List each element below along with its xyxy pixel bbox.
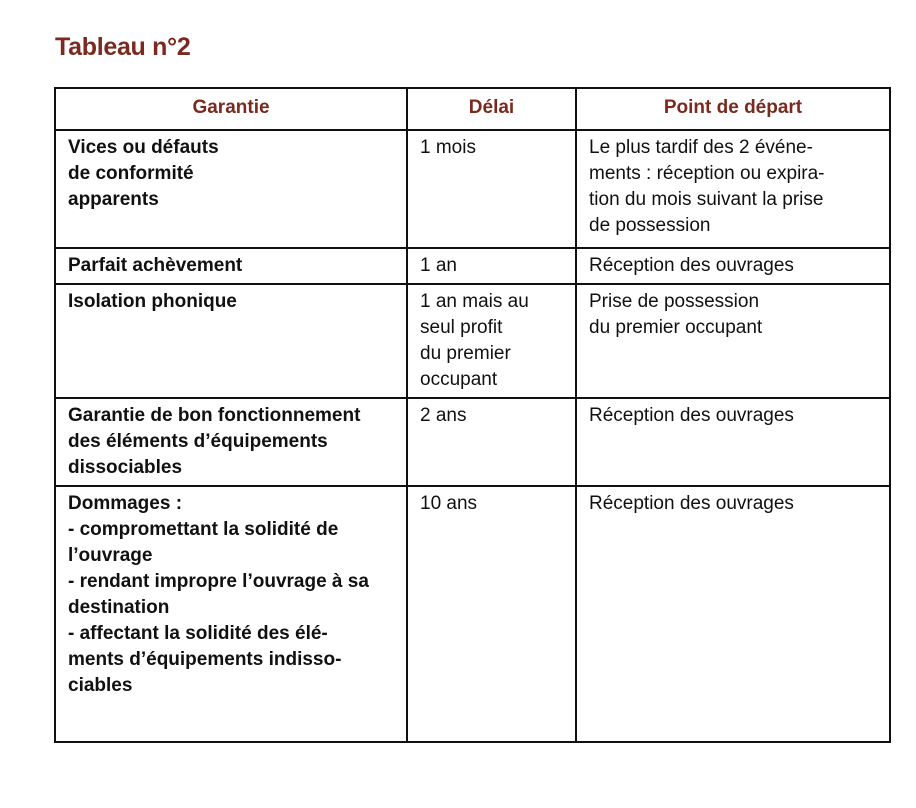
page-title: Tableau n°2	[55, 33, 191, 61]
cell-text: 1 mois	[420, 137, 476, 158]
guarantee-table	[54, 87, 891, 743]
header-point-de-depart: Point de départ	[576, 88, 890, 130]
table-row	[55, 130, 890, 248]
table-row	[55, 248, 890, 284]
cell-text: 1 an	[420, 255, 457, 276]
table-row	[55, 284, 890, 398]
cell-text: Réception des ouvrages	[589, 493, 794, 514]
cell-delai	[407, 486, 576, 742]
cell-text: 1 an mais au seul profit du premier occupant	[420, 291, 529, 390]
cell-text: Le plus tardif des 2 événe- ments : réception ou expira- tion du mois suivant la prise de possession	[589, 137, 825, 236]
cell-text: Prise de possession du premier occupant	[589, 291, 763, 338]
cell-point-de-depart	[576, 284, 890, 398]
cell-text: 10 ans	[420, 493, 478, 514]
cell-garantie	[55, 486, 407, 742]
table-header-row	[55, 88, 890, 130]
cell-garantie	[55, 284, 407, 398]
cell-point-de-depart	[576, 130, 890, 248]
cell-text: Dommages : - compromettant la solidité de l’ouvrage - rendant impropre l’ouvrage à sa destination - affectant la solidité des élé- ments d’équipements indisso- ciables	[68, 493, 369, 696]
cell-garantie	[55, 248, 407, 284]
cell-text: Isolation phonique	[68, 291, 237, 312]
table-row	[55, 398, 890, 486]
cell-point-de-depart	[576, 486, 890, 742]
cell-delai	[407, 248, 576, 284]
cell-delai	[407, 398, 576, 486]
cell-text: Garantie de bon fonctionnement des éléments d’équipements dissociables	[68, 405, 361, 478]
cell-garantie	[55, 398, 407, 486]
cell-text: Réception des ouvrages	[589, 255, 794, 276]
cell-garantie	[55, 130, 407, 248]
cell-delai	[407, 284, 576, 398]
cell-point-de-depart	[576, 398, 890, 486]
cell-text: Vices ou défauts de conformité apparents	[68, 137, 219, 210]
cell-text: Parfait achèvement	[68, 255, 243, 276]
header-garantie: Garantie	[55, 88, 407, 130]
cell-text: Réception des ouvrages	[589, 405, 794, 426]
cell-text: 2 ans	[420, 405, 467, 426]
header-delai: Délai	[407, 88, 576, 130]
table-row	[55, 486, 890, 742]
cell-delai	[407, 130, 576, 248]
cell-point-de-depart	[576, 248, 890, 284]
